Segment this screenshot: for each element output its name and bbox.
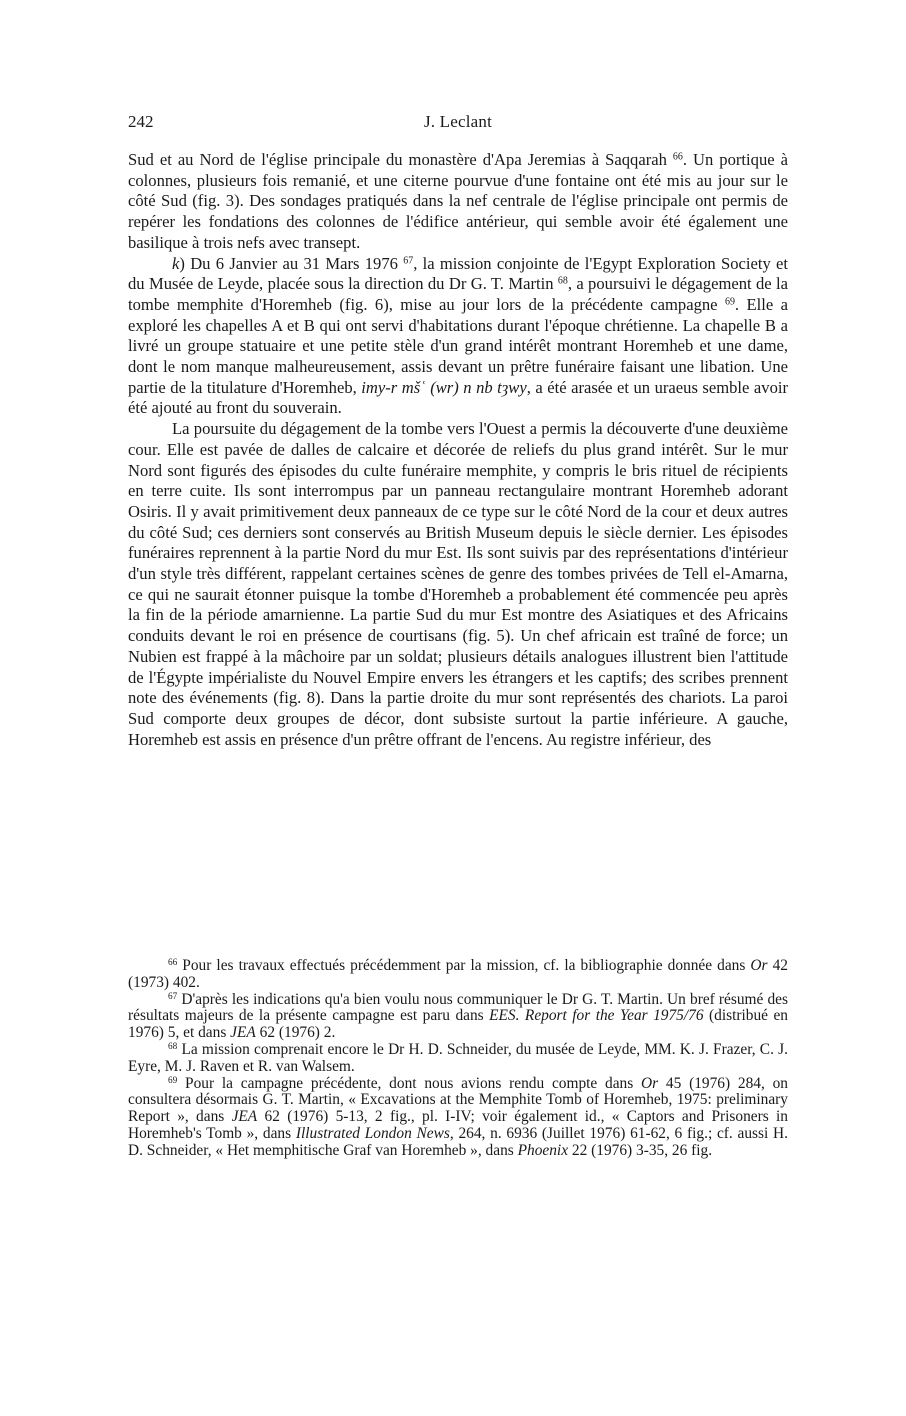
page-number: 242 — [128, 112, 154, 131]
footnote-number: 67 — [168, 990, 178, 1001]
running-head — [128, 112, 788, 140]
text: 42 (1973) 402. — [128, 957, 788, 991]
transliteration: imy-r mšʿ (wr) n nb tȝwy — [361, 377, 527, 397]
text: , a poursuivi le dégagement de la tombe memphite d'Horemheb (fig. 6), mise au jour lors de la précédente campagne — [128, 274, 788, 314]
text: . Elle a exploré les chapelles A et B qui ont servi d'habitations durant l'époque chrétienne. La chapelle B a livré un groupe statuaire et une petite stèle d'un grand intérêt montrant Horemheb et une dame, dont le nom manque malheureusement, assis devant un prêtre funéraire faisant une libation. Une partie de la titulature d'Horemheb, — [128, 294, 788, 397]
journal-title: EES. Report for the Year 1975/76 — [489, 1007, 704, 1025]
text: 62 (1976) 5-13, 2 fig., pl. I-IV; voir également id., « Captors and Prisoners in Horemheb's Tomb », dans — [128, 1108, 789, 1142]
paragraph-3: La poursuite du dégagement de la tombe vers l'Ouest a permis la découverte d'une deuxième cour. Elle est pavée de dalles de calcaire et décorée de reliefs du plus grand intérêt. Sur le mur Nord sont figurés des épisodes du culte funéraire memphite, y compris le bris rituel de récipients en terre cuite. Ils sont interrompus par un panneau rectangulaire montrant Horemheb adorant Osiris. Il y avait primitivement deux panneaux de ce type sur le côté Nord de la cour et deux autres du côté Sud; ces derniers sont conservés au British Museum depuis le siècle dernier. Les épisodes funéraires reprennent à la partie Nord du mur Est. Ils sont suivis par des représentations d'intérieur d'un style très différent, rappelant certaines scènes de genre des tombes privées de Tell el-Amarna, ce qui ne saurait étonner puisque la tombe d'Horemheb a probablement été commencée peu après la fin de la période amarnienne. La partie Sud du mur Est montre des Asiatiques et des Africains conduits devant le roi en présence de courtisans (fig. 5). Un chef africain est traîné de force; un Nubien est frappé à la mâchoire par un soldat; plusieurs détails analogues illustrent bien l'attitude de l'Égypte impérialiste du Nouvel Empire envers les étrangers et les captifs; des scribes prennent note des événements (fig. 8). Dans la partie droite du mur sont représentés des chariots. La paroi Sud comporte deux groupes de décor, dont subsiste surtout la partie inférieure. A gauche, Horemheb est assis en présence d'un prêtre offrant de l'encens. Au registre inférieur, des — [128, 419, 788, 749]
footnote-69 — [128, 1076, 788, 1160]
text: Pour la campagne précédente, dont nous avions rendu compte dans — [177, 1074, 642, 1092]
text: 62 (1976) 2. — [255, 1024, 336, 1042]
footnote-66 — [128, 958, 788, 992]
footnote-ref-67: 67 — [403, 255, 414, 267]
footnote-number: 68 — [168, 1040, 178, 1051]
text: (distribué en 1976) 5, et dans — [128, 1007, 788, 1042]
body-text — [128, 150, 788, 750]
journal-title: Or — [641, 1074, 659, 1092]
journal-title: Illustrated London News — [295, 1124, 450, 1142]
journal-title: JEA — [231, 1108, 258, 1126]
footnotes — [128, 958, 788, 1160]
text: . Un portique à colonnes, plusieurs fois remanié, et une citerne pourvue d'une fontaine ont été mis au jour sur le côté Sud (fig. 3). Des sondages pratiqués dans la nef centrale de l'église principale ont permis de repérer les fondations des colonnes de l'édifice antérieur, qui semble avoir été également une basilique à trois nefs avec transept. — [128, 150, 788, 252]
text: Pour les travaux effectués précédemment par la mission, cf. la bibliographie donnée dans — [177, 957, 751, 974]
footnote-ref-66: 66 — [672, 151, 683, 163]
text: La mission comprenait encore le Dr H. D. Schneider, du musée de Leyde, MM. K. J. Frazer, C. J. Eyre, M. J. Raven et R. van Walsem. — [128, 1040, 788, 1075]
footnote-number: 69 — [168, 1074, 178, 1085]
footnote-67 — [128, 992, 788, 1042]
journal-title: Or — [750, 957, 768, 974]
text: 22 (1976) 3-35, 26 fig. — [568, 1141, 713, 1159]
text: ) Du 6 Janvier au 31 Mars 1976 — [179, 253, 404, 273]
text: , a été arasée et un uraeus semble avoir été ajouté au front du souverain. — [128, 377, 788, 418]
text: D'après les indications qu'a bien voulu nous communiquer le Dr G. T. Martin. Un bref résumé des résultats majeurs de la présente campagne est paru dans — [128, 990, 788, 1025]
paragraph-2 — [128, 254, 788, 420]
journal-title: Phoenix — [517, 1141, 569, 1159]
running-title: J. Leclant — [423, 112, 493, 131]
footnote-ref-69: 69 — [724, 296, 735, 308]
footnote-ref-68: 68 — [557, 275, 568, 287]
item-label: k — [172, 253, 180, 273]
text: Sud et au Nord de l'église principale du monastère d'Apa Jeremias à Saqqarah — [128, 150, 673, 169]
text: , 264, n. 6936 (Juillet 1976) 61-62, 6 fig.; cf. aussi H. D. Schneider, « Het memphitische Graf van Horemheb », dans — [128, 1124, 788, 1159]
paragraph-1 — [128, 150, 788, 254]
footnote-number: 66 — [168, 956, 178, 967]
text: , la mission conjointe de l'Egypt Exploration Society et du Musée de Leyde, placée sous la direction du Dr G. T. Martin — [128, 253, 788, 294]
journal-title: JEA — [230, 1024, 256, 1042]
footnote-68 — [128, 1042, 788, 1076]
text: 45 (1976) 284, on consultera désormais G. T. Martin, « Excavations at the Memphite Tomb of Horemheb, 1975: preliminary Report », dans — [128, 1074, 788, 1126]
